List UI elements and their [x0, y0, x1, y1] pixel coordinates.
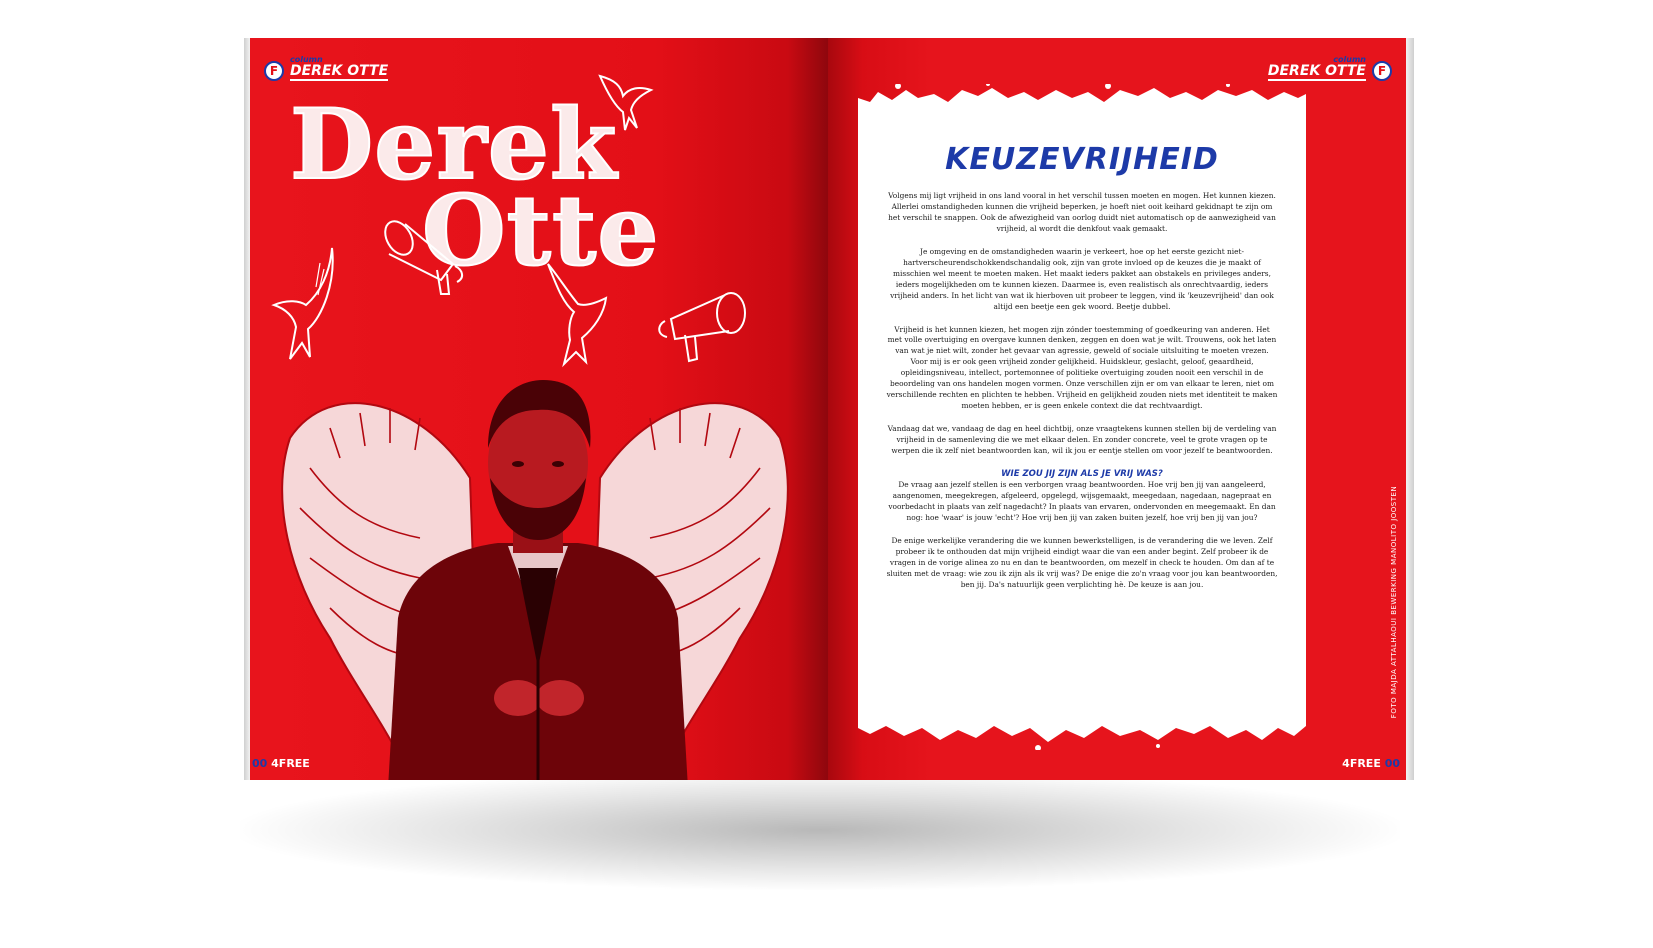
page-header-left: [264, 56, 388, 81]
page-number: 00: [1384, 757, 1400, 770]
magazine-shadow: [240, 770, 1400, 890]
magazine-logo-icon: F: [264, 61, 284, 81]
left-page: [250, 38, 828, 780]
magazine-name: 4FREE: [271, 757, 310, 770]
header-kicker: column: [1333, 55, 1366, 64]
swallow-icon: [595, 66, 655, 136]
article-body: [886, 142, 1278, 700]
page-number-left: [252, 757, 310, 770]
article-paragraph: De enige werkelijke verandering die we kunnen bewerkstelligen, is de verandering die we leven. Zelf probeer ik te onthouden dat mijn vrijheid eindigt waar die van een ander begint. Zelf probeer ik de vragen in de vorige alinea zo nu en dan te beantwoorden, om mezelf in check te houden. Om dan af te sluiten met de vraag: wie zou ik zijn als ik vrij was? De enige die zo'n vraag voor jou kan beantwoorden, ben jij. Da's natuurlijk geen verplichting hè. De keuze is aan jou.: [886, 535, 1278, 589]
header-kicker: column: [290, 55, 323, 64]
swallow-icon: [542, 258, 612, 368]
page-header-right: [1268, 56, 1392, 81]
page-title: [290, 88, 750, 288]
title-line-1: Derek: [290, 88, 618, 201]
article-subheading: WIE ZOU JIJ ZIJN ALS JE VRIJ WAS?: [1001, 469, 1163, 480]
megaphone-icon: [375, 208, 475, 308]
magazine-name: 4FREE: [1342, 757, 1381, 770]
right-page: [828, 38, 1406, 780]
title-line-2: Otte: [422, 174, 660, 288]
article-paragraph: Vandaag dat we, vandaag de dag en heel dichtbij, onze vraagtekens kunnen stellen bij de verdeling van vrijheid in de samenleving die we met elkaar delen. En zonder concrete, veel te grote vragen op te werpen die ik zelf niet beantwoorden kan, wil ik jou er eentje stellen om voor jezelf te beantwoorden.: [887, 424, 1277, 456]
magazine-logo-icon: F: [1372, 61, 1392, 81]
rough-edge-bottom: [858, 718, 1306, 750]
header-name: DEREK OTTE: [290, 63, 389, 79]
page-edge-right: [1406, 38, 1414, 780]
page-number-right: [1342, 757, 1400, 770]
portrait-photo: [368, 368, 708, 780]
article-paragraph: Volgens mij ligt vrijheid in ons land vooral in het verschil tussen moeten en mogen. Het kunnen kiezen. Allerlei omstandigheden kunnen die vrijheid beperken, je hoeft niet ooit keihard gekidnapt te zijn om het verschil te snappen. Ook de afwezigheid van oorlog duidt niet automatisch op de aanwezigheid van vrijheid, al wordt die denkfout vaak gemaakt.: [888, 191, 1276, 233]
article-paragraph: Vrijheid is het kunnen kiezen, het mogen zijn zónder toestemming of goedkeuring van anderen. Het met volle overtuiging en overgave kunnen denken, zeggen en doen wat je wilt. Trouwens, ook het laten van wat je niet wilt, zonder het gevaar van agressie, geweld of sociale uitsluiting te moeten vrezen. Voor mij is er ook geen vrijheid zonder gelijkheid. Huidskleur, geslacht, geloof, geaardheid, opleidingsniveau, intellect, portemonnee of politieke overtuiging zouden nooit een verschil in de beoordeling van ons handelen mogen vormen. Onze verschillen zijn er om van elkaar te leren, niet om verschillende rechten en plichten te hebben. Vrijheid en gelijkheid zouden niets met identiteit te maken moeten hebben, er is geen enkele context die dat rechtvaardigt.: [886, 324, 1278, 411]
article-panel: [858, 104, 1306, 720]
article-title: KEUZEVRIJHEID: [945, 142, 1219, 177]
article-paragraph: De vraag aan jezelf stellen is een verborgen vraag beantwoorden. Hoe vrij ben jij van aangeleerd, aangenomen, meegekregen, afgeleerd, opgelegd, wijsgemaakt, meegedaan, nagedaan, nagepraat en voorbedacht in plaats van zelf nagedacht? In plaats van ervaren, ondervonden en meegemaakt. En dan nog: hoe 'waar' is jouw 'echt'? Hoe vrij ben jij van zaken buiten jezelf, hoe vrij ben jij van jou?: [888, 480, 1276, 522]
header-name: DEREK OTTE: [1267, 63, 1366, 79]
rough-edge-top: [858, 84, 1306, 110]
photo-credit: FOTO MAJDA ATTALHAOUI BEWERKING MANOLITO JOOSTEN: [1389, 485, 1398, 719]
swallow-icon: [260, 243, 345, 363]
page-number: 00: [252, 757, 268, 770]
article-paragraph: Je omgeving en de omstandigheden waarin je verkeert, hoe op het eerste gezicht niet-hartverscheurendschokkendschandalig ook, zijn van grote invloed op de keuzes die je maakt of misschien wel meent te moeten maken. Het maakt ieders pakket aan obstakels en privileges anders, ieders mogelijkheden om te kunnen kiezen. Daarmee is, even realistisch als onrechtvaardig, ieders vrijheid anders. In het licht van wat ik hierboven uit probeer te leggen, vind ik 'keuzevrijheid' dan ook altijd een beetje een gek woord. Beetje dubbel.: [890, 246, 1274, 311]
